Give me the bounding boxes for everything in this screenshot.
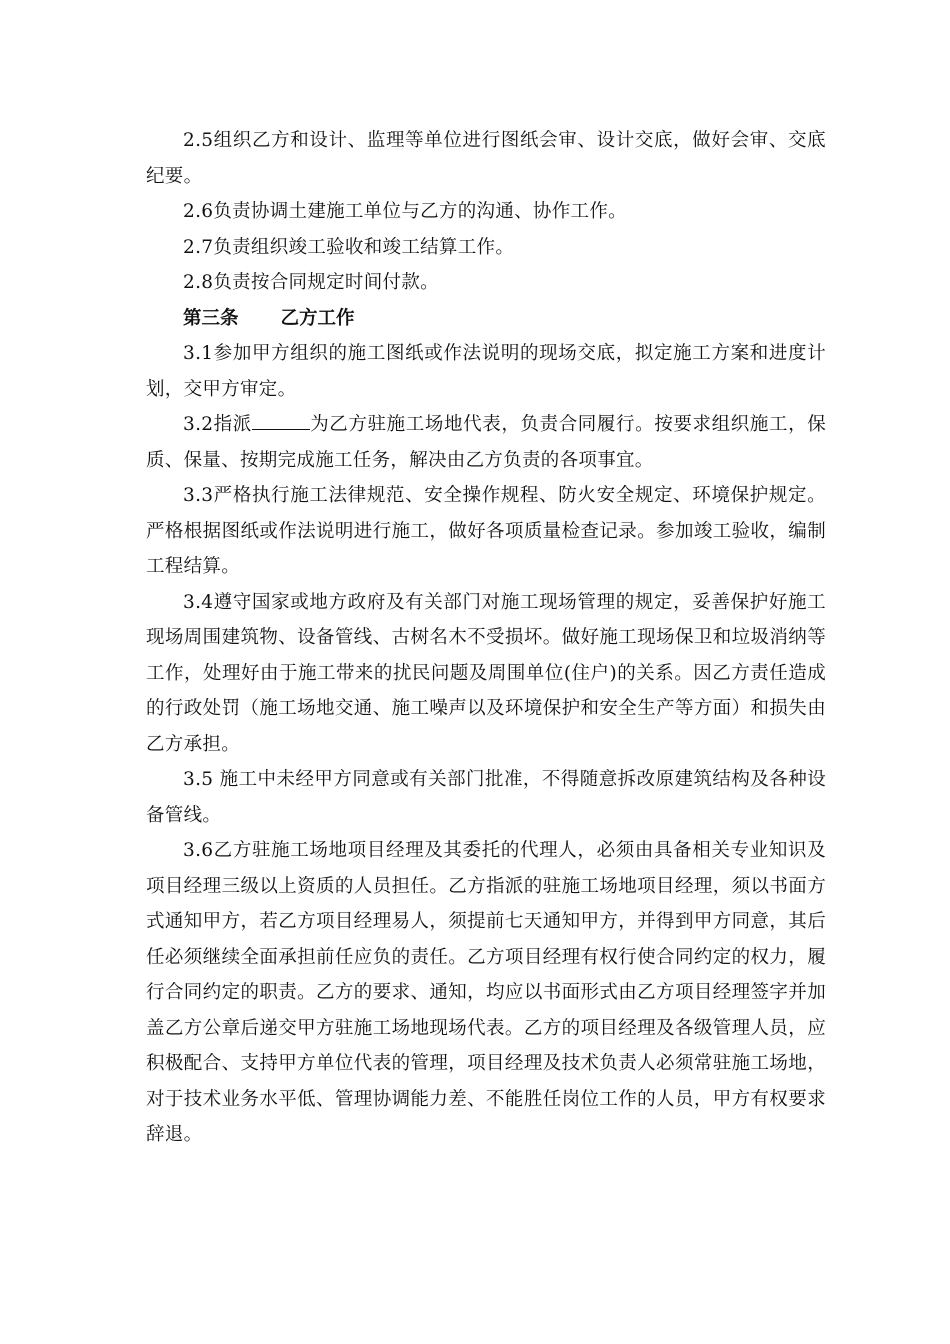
clause-3-3: 3.3严格执行施工法律规范、安全操作规程、防火安全规定、环境保护规定。严格根据图纸或作法说明进行施工，做好各项质量检查记录。参加竣工验收，编制工程结算。 [146,485,826,577]
section-heading [146,301,826,337]
clause-3-2-rest: 为乙方驻施工场地代表，负责合同履行。按要求组织施工，保质、保量、按期完成施工任务，解决由乙方负责的各项事宜。 [146,414,826,471]
section-title: 乙方工作 [280,307,355,329]
clause-3-1: 3.1参加甲方组织的施工图纸或作法说明的现场交底，拟定施工方案和进度计划，交甲方审定。 [146,343,826,400]
clause-3-2 [146,407,826,478]
section-number: 第三条 [183,307,239,329]
clause-2-8: 2.8负责按合同规定时间付款。 [183,272,439,293]
clause-3-2-lead: 3.2指派 [183,414,252,435]
representative-blank [252,411,310,430]
clause-2-5: 2.5组织乙方和设计、监理等单位进行图纸会审、设计交底，做好会审、交底纪要。 [146,130,826,187]
clause-3-6: 3.6乙方驻施工场地项目经理及其委托的代理人，必须由具备相关专业知识及项目经理三级以上资质的人员担任。乙方指派的驻施工场地项目经理，须以书面方式通知甲方，若乙方项目经理易人，须提前七天通知甲方，并得到甲方同意，其后任必须继续全面承担前任应负的责任。乙方项目经理有权行使合同约定的权力，履行合同约定的职责。乙方的要求、通知，均应以书面形式由乙方项目经理签字并加盖乙方公章后递交甲方驻施工场地现场代表。乙方的项目经理及各级管理人员，应积极配合、支持甲方单位代表的管理，项目经理及技术负责人必须常驻施工场地，对于技术业务水平低、管理协调能力差、不能胜任岗位工作的人员，甲方有权要求辞退。 [146,840,826,1145]
clause-2-6: 2.6负责协调土建施工单位与乙方的沟通、协作工作。 [183,201,627,222]
document-body [146,123,826,1153]
clause-3-4: 3.4遵守国家或地方政府及有关部门对施工现场管理的规定，妥善保护好施工现场周围建筑物、设备管线、古树名木不受损坏。做好施工现场保卫和垃圾消纳等工作，处理好由于施工带来的扰民问题及周围单位(住户)的关系。因乙方责任造成的行政处罚（施工场地交通、施工噪声以及环境保护和安全生产等方面）和损失由乙方承担。 [146,591,826,755]
clause-3-5: 3.5 施工中未经甲方同意或有关部门批准，不得随意拆改原建筑结构及各种设备管线。 [146,769,826,826]
clause-2-7: 2.7负责组织竣工验收和竣工结算工作。 [183,236,515,258]
